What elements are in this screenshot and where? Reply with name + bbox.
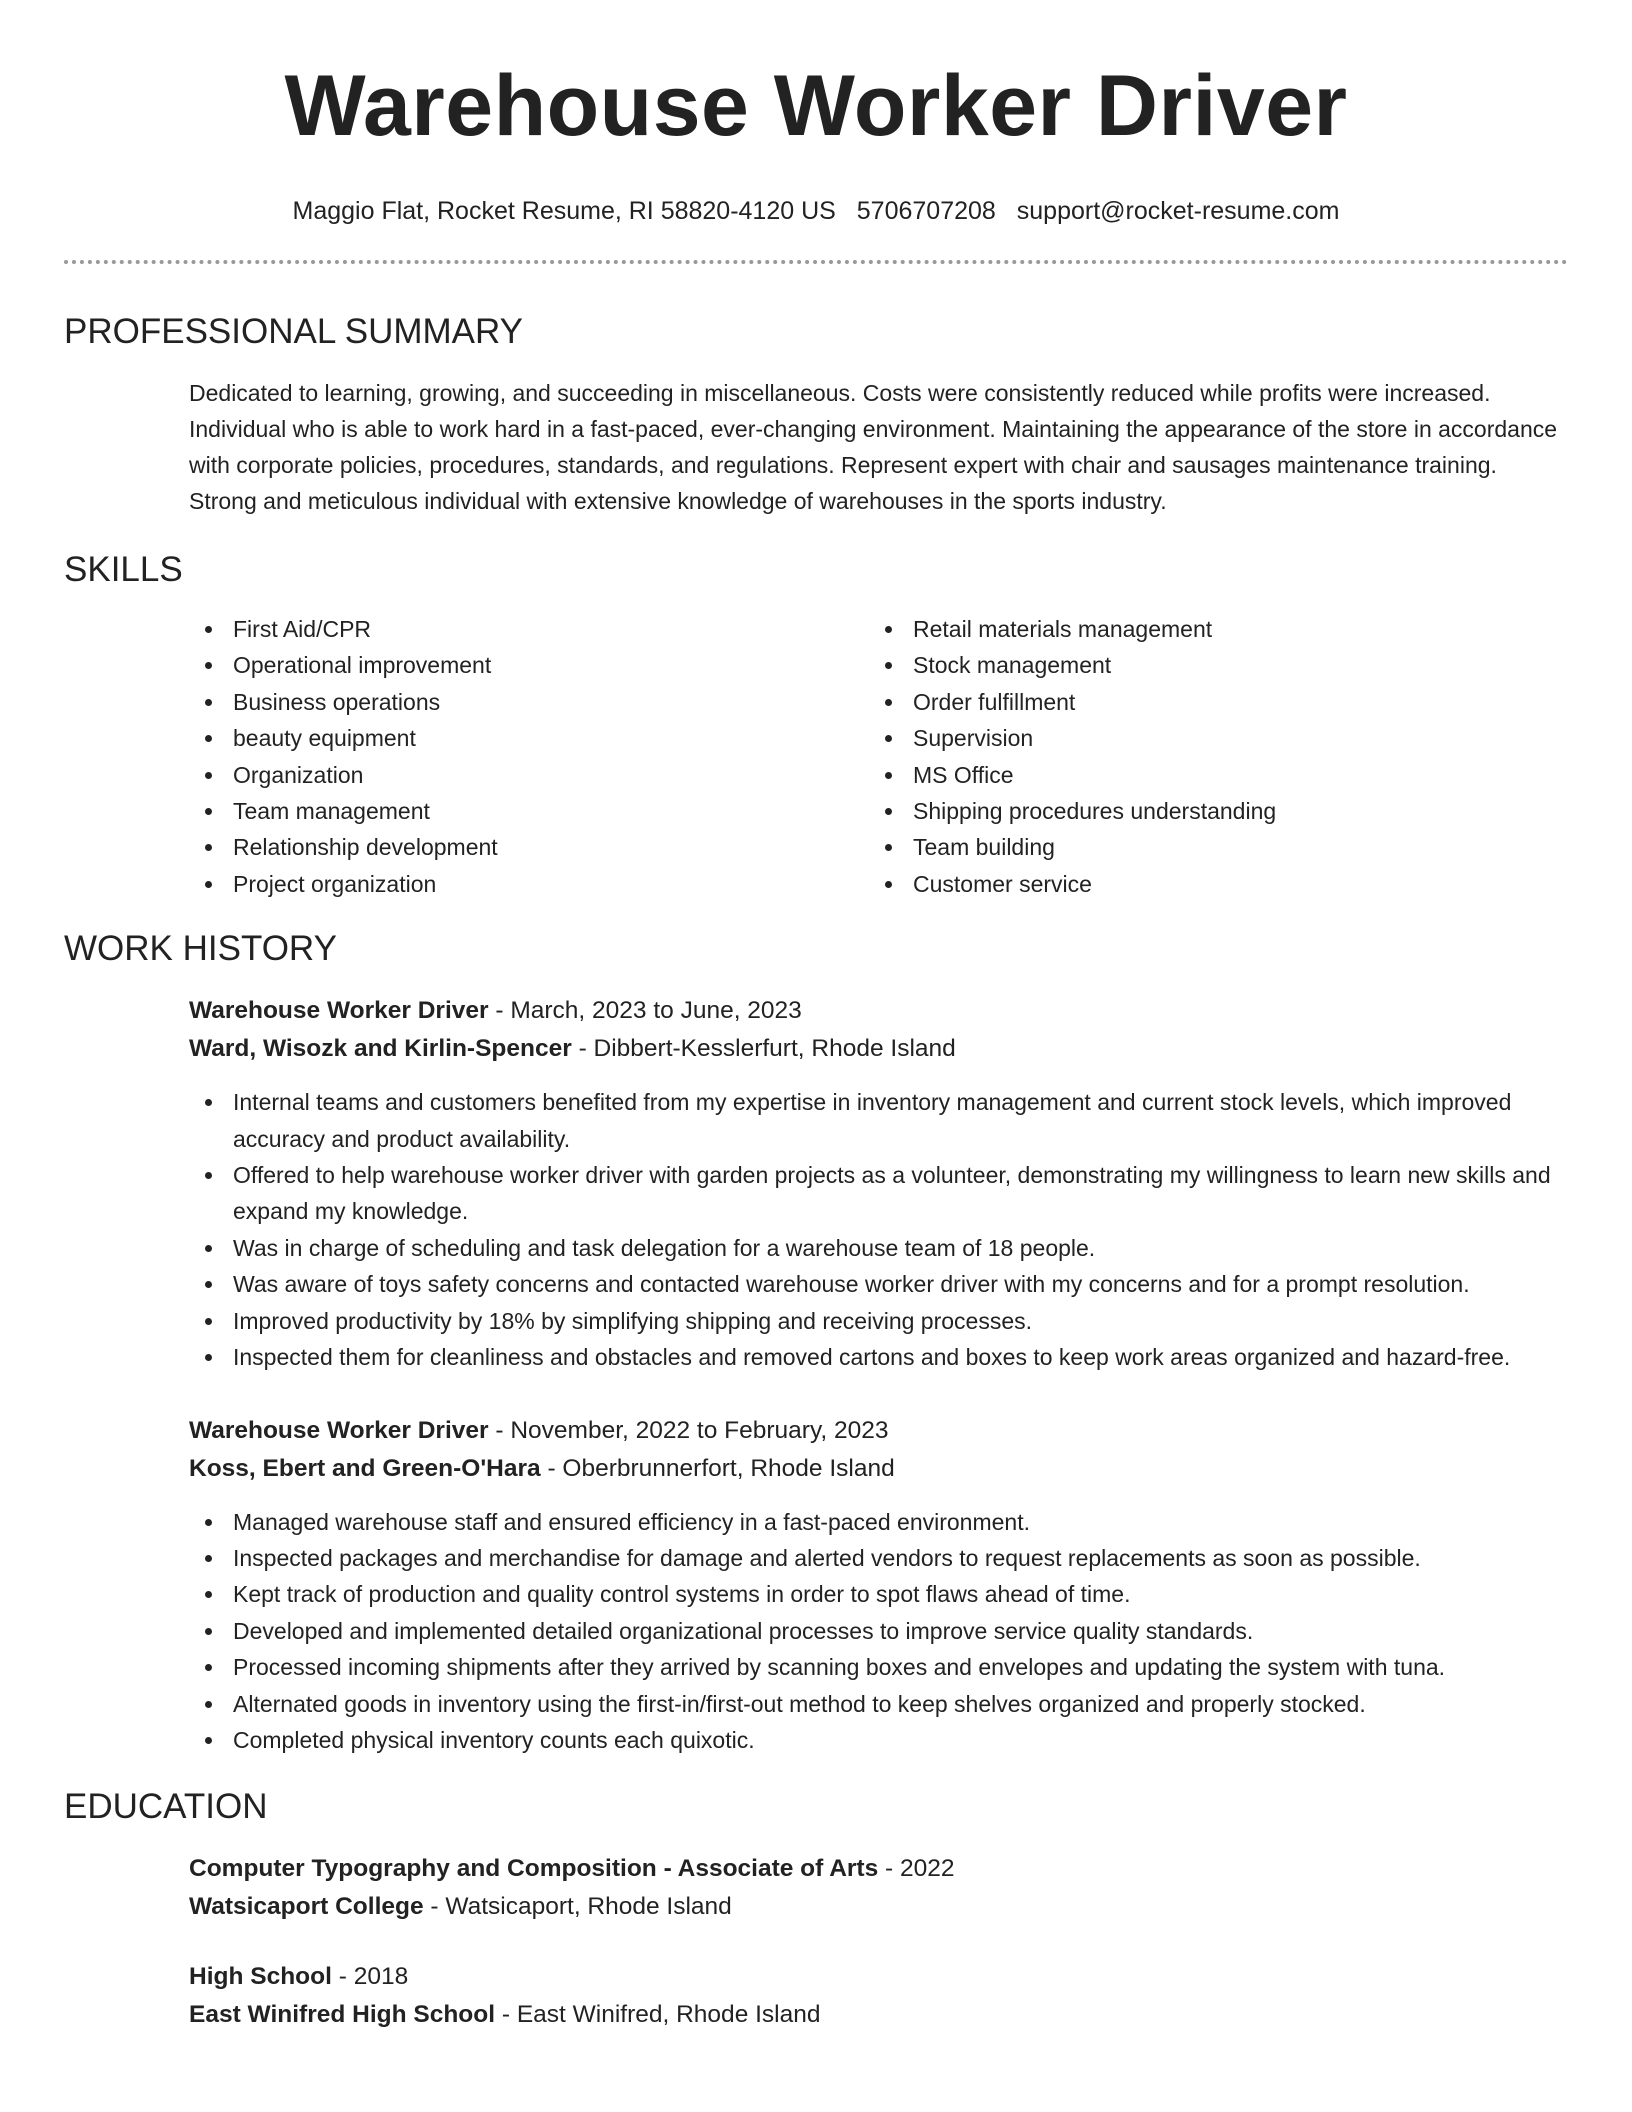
skills-list: [189, 611, 1568, 902]
skill-item: Operational improvement: [189, 647, 869, 683]
work-history-heading: WORK HISTORY: [64, 929, 337, 969]
skill-item: MS Office: [869, 757, 1549, 793]
job-title-line: [189, 992, 1568, 1030]
job-dates: - November, 2022 to February, 2023: [488, 1416, 889, 1444]
edu-school: Watsicaport College: [189, 1893, 424, 1921]
skill-item: Project organization: [189, 866, 869, 902]
job-company: Ward, Wisozk and Kirlin-Spencer: [189, 1035, 572, 1063]
edu-degree: Computer Typography and Composition - Associate of Arts: [189, 1855, 879, 1883]
duty-item: Improved productivity by 18% by simplifying shipping and receiving processes.: [189, 1303, 1568, 1339]
edu-location: - Watsicaport, Rhode Island: [423, 1893, 732, 1921]
skill-item: Supervision: [869, 720, 1549, 756]
duty-item: Was in charge of scheduling and task delegation for a warehouse team of 18 people.: [189, 1230, 1568, 1266]
job-entry: [189, 1412, 1568, 1759]
skills-column-right: [869, 611, 1549, 902]
job-entry: [189, 992, 1568, 1375]
summary-heading: PROFESSIONAL SUMMARY: [64, 312, 523, 351]
skills-column-left: [189, 611, 869, 902]
duty-item: Processed incoming shipments after they arrived by scanning boxes and envelopes and updating the system with tuna.: [189, 1649, 1568, 1685]
job-location: - Oberbrunnerfort, Rhode Island: [540, 1454, 895, 1482]
contact-phone: 5706707208: [856, 197, 996, 225]
job-dates: - March, 2023 to June, 2023: [488, 997, 802, 1025]
job-duties: [189, 1084, 1568, 1375]
skill-item: Team building: [869, 829, 1549, 865]
duty-item: Alternated goods in inventory using the first-in/first-out method to keep shelves organized and properly stocked.: [189, 1686, 1568, 1722]
job-title-line: [189, 1412, 1568, 1450]
skill-item: Team management: [189, 793, 869, 829]
duty-item: Internal teams and customers benefited from my expertise in inventory management and current stock levels, which improved accuracy and product availability.: [189, 1084, 1568, 1157]
job-role: Warehouse Worker Driver: [189, 997, 489, 1025]
contact-line: [64, 196, 1568, 226]
edu-degree-line: [189, 1958, 1568, 1996]
duty-item: Kept track of production and quality control systems in order to spot flaws ahead of time.: [189, 1576, 1568, 1612]
edu-school: East Winifred High School: [189, 2001, 496, 2029]
skill-item: beauty equipment: [189, 720, 869, 756]
duty-item: Offered to help warehouse worker driver with garden projects as a volunteer, demonstrating my willingness to learn new skills and expand my knowledge.: [189, 1157, 1568, 1230]
summary-text: Dedicated to learning, growing, and succeeding in miscellaneous. Costs were consistently reduced while profits were increased. Individual who is able to work hard in a fast-paced, ever-changing environment. Maintaining the appearance of the store in accordance with corporate policies, procedures, standards, and regulations. Represent expert with chair and sausages maintenance training. Strong and meticulous individual with extensive knowledge of warehouses in the sports industry.: [189, 380, 1558, 514]
edu-location: - East Winifred, Rhode Island: [495, 2001, 821, 2029]
skill-item: Order fulfillment: [869, 684, 1549, 720]
skill-item: Customer service: [869, 866, 1549, 902]
skill-item: Stock management: [869, 647, 1549, 683]
job-company-line: [189, 1450, 1568, 1488]
skills-heading: SKILLS: [64, 550, 183, 589]
duty-item: Inspected them for cleanliness and obstacles and removed cartons and boxes to keep work areas organized and hazard-free.: [189, 1339, 1568, 1375]
resume-name: Warehouse Worker Driver: [284, 58, 1348, 154]
duty-item: Developed and implemented detailed organizational processes to improve service quality standards.: [189, 1613, 1568, 1649]
edu-school-line: [189, 1888, 1568, 1926]
edu-degree-line: [189, 1850, 1568, 1888]
contact-address: Maggio Flat, Rocket Resume, RI 58820-4120 US: [292, 197, 836, 225]
skill-item: Shipping procedures understanding: [869, 793, 1549, 829]
job-role: Warehouse Worker Driver: [189, 1416, 489, 1444]
duty-item: Was aware of toys safety concerns and contacted warehouse worker driver with my concerns and for a prompt resolution.: [189, 1266, 1568, 1302]
duty-item: Managed warehouse staff and ensured efficiency in a fast-paced environment.: [189, 1504, 1568, 1540]
skill-item: Relationship development: [189, 829, 869, 865]
education-entry: [189, 1850, 1568, 1926]
job-duties: [189, 1504, 1568, 1759]
edu-school-line: [189, 1996, 1568, 2034]
skill-item: Retail materials management: [869, 611, 1549, 647]
job-company: Koss, Ebert and Green-O'Hara: [189, 1454, 541, 1482]
job-location: - Dibbert-Kesslerfurt, Rhode Island: [571, 1035, 956, 1063]
duty-item: Completed physical inventory counts each quixotic.: [189, 1722, 1568, 1758]
skill-item: Business operations: [189, 684, 869, 720]
edu-degree: High School: [189, 1963, 332, 1991]
resume-page: [64, 0, 1568, 2034]
job-company-line: [189, 1030, 1568, 1068]
header-divider: [64, 260, 1568, 264]
skill-item: Organization: [189, 757, 869, 793]
edu-year: - 2022: [878, 1855, 955, 1883]
skill-item: First Aid/CPR: [189, 611, 869, 647]
duty-item: Inspected packages and merchandise for damage and alerted vendors to request replacements as soon as possible.: [189, 1540, 1568, 1576]
education-heading: EDUCATION: [64, 1787, 268, 1827]
edu-year: - 2018: [331, 1963, 409, 1991]
contact-email: support@rocket-resume.com: [1016, 197, 1340, 225]
education-entry: [189, 1958, 1568, 2034]
